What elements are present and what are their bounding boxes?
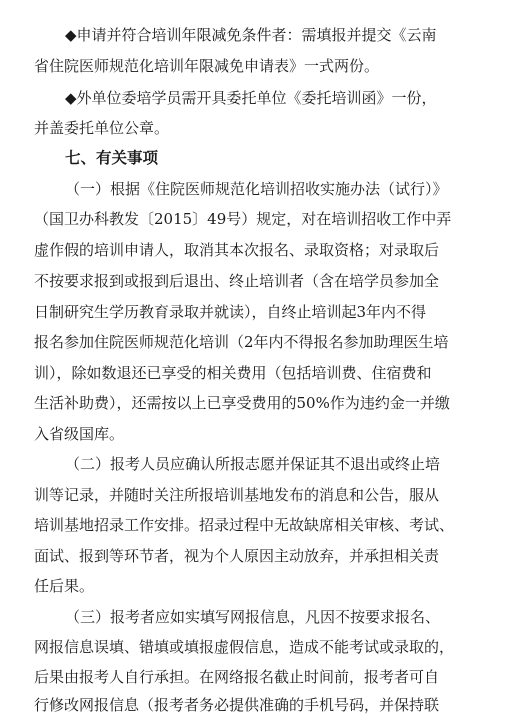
- text-span: 任后果。: [34, 577, 95, 595]
- text-line: [0, 297, 509, 327]
- text-span: （三）报考者应如实填写网报信息，凡因不按要求报名、: [65, 608, 441, 626]
- section-heading: [0, 143, 509, 173]
- text-span: （一）根据《住院医师规范化培训招收实施办法（试行）》: [65, 180, 448, 198]
- text-span: 不按要求报到或报到后退出、终止培训者（含在培学员参加全: [34, 272, 440, 290]
- text-span: 网报信息误填、错填或填报虚假信息，造成不能考试或录取的，: [34, 638, 455, 656]
- text-line: [0, 602, 509, 632]
- text-span: 面试、报到等环节者，视为个人原因主动放弃，并承担相关责: [34, 547, 440, 565]
- text-line: [0, 449, 509, 479]
- text-line: [0, 51, 509, 81]
- text-line: [0, 204, 509, 234]
- text-line: [0, 480, 509, 510]
- text-line: [0, 174, 509, 204]
- text-line: [0, 632, 509, 662]
- text-span: 生活补助费），还需按以上已享受费用的50%作为违约金一并缴: [34, 394, 450, 412]
- text-span: 后果由报考人自行承担。在网络报名截止时间前，报考者可自: [34, 668, 440, 686]
- text-span: ◆外单位委培学员需开具委托单位《委托培训函》一份，: [65, 89, 437, 107]
- text-line: [0, 358, 509, 388]
- text-line: [0, 20, 509, 50]
- text-line: [0, 113, 509, 143]
- section-heading-text: 七、有关事项: [65, 149, 159, 167]
- text-span: 日制研究生学历教育录取并就读），自终止培训起3年内不得: [34, 303, 427, 321]
- text-span: 省住院医师规范化培训年限减免申请表》一式两份。: [34, 57, 380, 75]
- text-line: [0, 388, 509, 418]
- text-span: 并盖委托单位公章。: [34, 119, 170, 137]
- text-span: 行修改网报信息（报考者务必提供准确的手机号码，并保持联: [34, 696, 440, 714]
- text-span: 培训基地招录工作安排。招录过程中无故缺席相关审核、考试、: [34, 516, 455, 534]
- text-line: [0, 83, 509, 113]
- text-span: （二）报考人员应确认所报志愿并保证其不退出或终止培: [65, 455, 441, 473]
- text-span: （国卫办科教发〔2015〕49号）规定，对在培训招收工作中弄: [34, 210, 452, 228]
- text-span: 训等记录，并随时关注所报培训基地发布的消息和公告，服从: [34, 486, 440, 504]
- text-span: 入省级国库。: [34, 425, 125, 443]
- text-line: [0, 662, 509, 692]
- text-line: [0, 419, 509, 449]
- text-line: [0, 327, 509, 357]
- text-span: 虚作假的培训申请人，取消其本次报名、录取资格；对录取后: [34, 241, 440, 259]
- text-span: 训），除如数退还已享受的相关费用（包括培训费、住宿费和: [34, 364, 432, 382]
- text-line: [0, 510, 509, 540]
- text-line: [0, 235, 509, 265]
- text-line: [0, 266, 509, 296]
- text-line: [0, 541, 509, 571]
- text-span: ◆申请并符合培训年限减免条件者：需填报并提交《云南: [65, 26, 437, 44]
- text-line: [0, 571, 509, 601]
- text-span: 报名参加住院医师规范化培训（2年内不得报名参加助理医生培: [34, 333, 449, 351]
